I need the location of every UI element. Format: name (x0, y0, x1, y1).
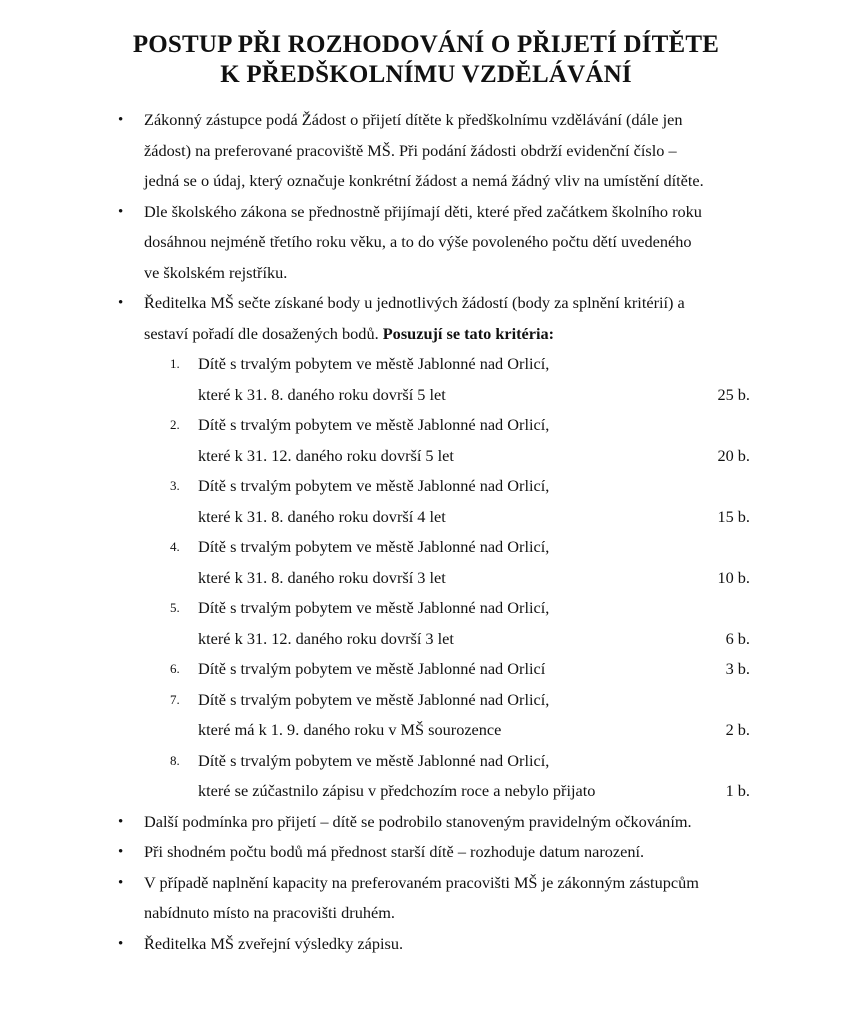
bullet-dot: • (118, 203, 124, 220)
bullet-item (0, 197, 764, 289)
criterion-points: 6 b. (725, 628, 750, 648)
document-body (0, 105, 852, 959)
criterion-number: 8. (170, 752, 180, 768)
bullet-line: jedná se o údaj, který označuje konkrétní žádost a nemá žádný vliv na umístění dítěte. (144, 171, 704, 190)
bullet-dot: • (118, 295, 124, 311)
bullet-item (0, 929, 764, 960)
criterion-line-1 (0, 410, 852, 441)
criterion-item (0, 349, 852, 410)
criterion-points: 3 b. (725, 659, 750, 678)
bullet-line: Ředitelka MŠ zveřejní výsledky zápisu. (144, 933, 404, 953)
criterion-line-2 (0, 441, 852, 472)
criterion-item (0, 685, 852, 746)
bullet-item (0, 288, 764, 349)
criterion-line-1 (0, 746, 852, 777)
bullet-item (0, 807, 764, 838)
criterion-text: které k 31. 8. daného roku dovrší 4 let (198, 506, 446, 526)
criterion-text: Dítě s trvalým pobytem ve městě Jablonné nad Orlicí, (198, 476, 550, 495)
bullet-dot: • (118, 813, 124, 830)
criterion-line-2 (0, 715, 852, 746)
bullet-line-text: sestaví pořadí dle dosažených bodů. (144, 323, 379, 343)
criterion-points: 20 b. (717, 445, 750, 465)
criterion-points: 2 b. (725, 720, 750, 739)
criterion-text: které k 31. 12. daného roku dovrší 5 let (198, 445, 454, 465)
bullet-line: nabídnuto místo na pracovišti druhém. (144, 903, 395, 922)
criterion-text: které k 31. 8. daného roku dovrší 3 let (198, 567, 446, 587)
criterion-number: 4. (170, 539, 180, 554)
criterion-number: 1. (170, 356, 180, 371)
bullet-dot: • (118, 844, 124, 860)
bullet-line: Při shodném počtu bodů má přednost starší dítě – rozhoduje datum narození. (144, 842, 645, 861)
bullet-dot: • (118, 874, 124, 891)
bullet-line: ve školském rejstříku. (144, 262, 288, 282)
criterion-item (0, 746, 852, 807)
criterion-text: Dítě s trvalým pobytem ve městě Jablonné nad Orlicí, (198, 354, 550, 373)
criterion-item (0, 654, 852, 685)
criterion-text: které má k 1. 9. daného roku v MŠ sourozence (198, 720, 502, 739)
bullet-line: Dle školského zákona se přednostně přijímají děti, které před začátkem školního roku (144, 201, 702, 221)
criterion-text: Dítě s trvalým pobytem ve městě Jablonné nad Orlicí, (198, 537, 550, 556)
criterion-line-1 (0, 471, 852, 502)
criterion-line-1 (0, 593, 852, 624)
criterion-text: Dítě s trvalým pobytem ve městě Jablonné nad Orlicí, (198, 689, 550, 709)
bullet-dot: • (118, 935, 124, 952)
criterion-line-1 (0, 532, 852, 563)
criterion-line-2 (0, 624, 852, 655)
bullet-line: dosáhnou nejméně třetího roku věku, a to do výše povoleného počtu dětí uvedeného (144, 232, 692, 251)
bullet-line (144, 319, 764, 350)
criterion-text: které k 31. 8. daného roku dovrší 5 let (198, 384, 446, 404)
criterion-number: 3. (170, 478, 180, 493)
document-title (0, 30, 852, 90)
criterion-points: 1 b. (725, 781, 750, 800)
criterion-line-1 (0, 685, 852, 716)
bullet-line: V případě naplnění kapacity na preferovaném pracovišti MŠ je zákonným zástupcům (144, 872, 699, 892)
criterion-points: 15 b. (717, 506, 750, 526)
bullet-list-bottom (0, 807, 852, 960)
bullet-line: Ředitelka MŠ sečte získané body u jednotlivých žádostí (body za splnění kritérií) a (144, 293, 685, 312)
criterion-text: Dítě s trvalým pobytem ve městě Jablonné nad Orlicí, (198, 750, 550, 770)
criteria-list (0, 349, 852, 807)
criterion-item (0, 410, 852, 471)
title-line-2: K PŘEDŠKOLNÍMU VZDĚLÁVÁNÍ (220, 61, 632, 88)
criterion-text: které k 31. 12. daného roku dovrší 3 let (198, 628, 454, 648)
criterion-line-2 (0, 563, 852, 594)
bullet-list-top (0, 105, 852, 349)
criterion-text: Dítě s trvalým pobytem ve městě Jablonné nad Orlicí, (198, 598, 550, 617)
title-line-1: POSTUP PŘI ROZHODOVÁNÍ O PŘIJETÍ DÍTĚTE (132, 31, 720, 58)
criterion-points: 25 b. (717, 384, 750, 404)
criterion-item (0, 593, 852, 654)
bullet-line: Zákonný zástupce podá Žádost o přijetí dítěte k předškolnímu vzdělávání (dále jen (144, 110, 683, 129)
criterion-line-2 (0, 502, 852, 533)
criterion-line-1 (0, 349, 852, 380)
bullet-line: Další podmínka pro přijetí – dítě se podrobilo stanoveným pravidelným očkováním. (144, 811, 692, 831)
criterion-item (0, 471, 852, 532)
criterion-number: 6. (170, 661, 180, 676)
criterion-text: Dítě s trvalým pobytem ve městě Jablonné nad Orlicí (198, 659, 546, 678)
criterion-number: 7. (170, 691, 180, 707)
criterion-item (0, 532, 852, 593)
criterion-number: 5. (170, 600, 180, 615)
criterion-line-2 (0, 380, 852, 411)
criterion-points: 10 b. (717, 567, 750, 587)
bullet-line: žádost) na preferované pracoviště MŠ. Při podání žádosti obdrží evidenční číslo – (144, 140, 677, 160)
criterion-line-2 (0, 776, 852, 807)
criterion-text: které se zúčastnilo zápisu v předchozím roce a nebylo přijato (198, 781, 596, 800)
bullet-item (0, 837, 764, 868)
bullet-dot: • (118, 112, 124, 128)
criteria-heading: Posuzují se tato kritéria: (382, 323, 555, 343)
criterion-number: 2. (170, 417, 180, 432)
criterion-line-1 (0, 654, 852, 685)
bullet-item (0, 868, 764, 929)
bullet-item (0, 105, 764, 197)
criterion-text: Dítě s trvalým pobytem ve městě Jablonné nad Orlicí, (198, 415, 550, 434)
